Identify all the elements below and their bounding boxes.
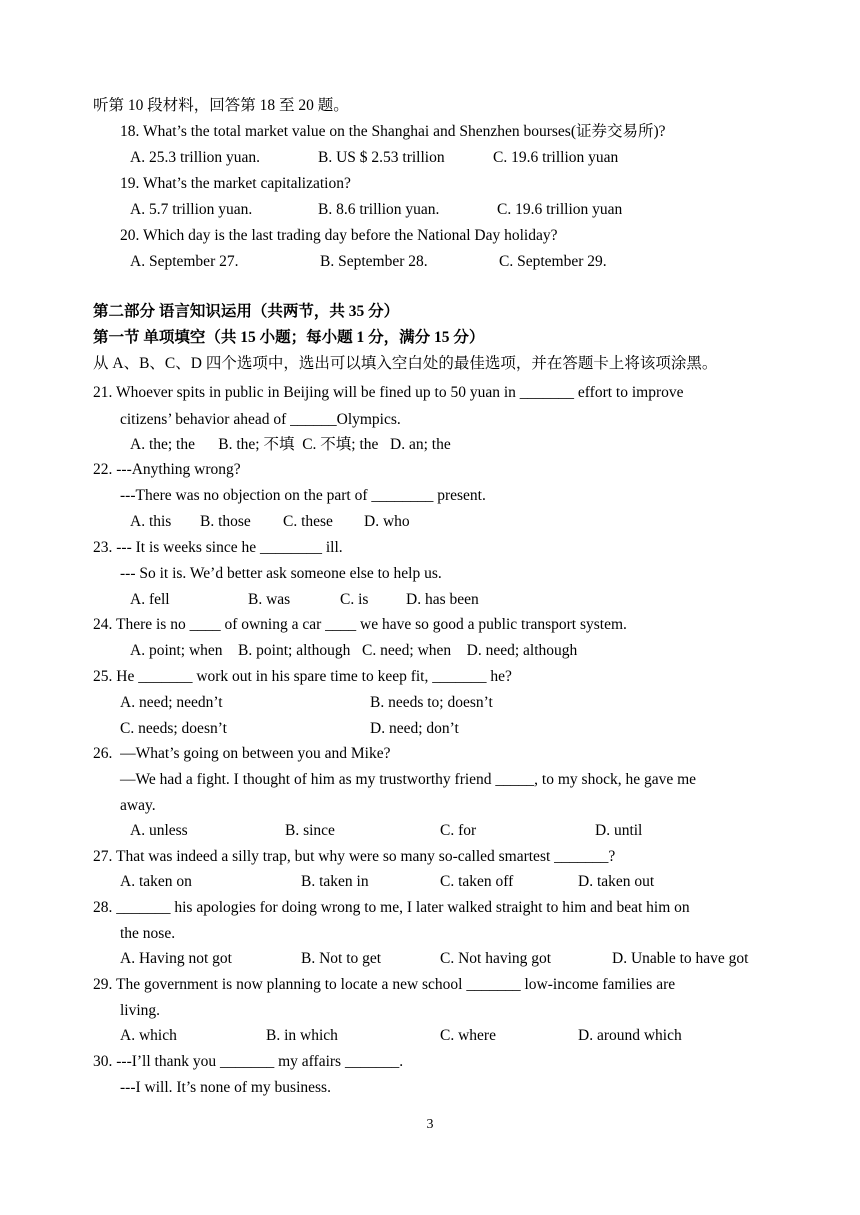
option-28c: C. Not having got xyxy=(440,950,552,967)
listening-intro: 听第 10 段材料，回答第 18 至 20 题。 xyxy=(93,97,349,114)
question-22-cont: ---There was no objection on the part of ________ present. xyxy=(120,487,486,504)
option-27d: D. taken out xyxy=(578,873,655,890)
option-19c: C. 19.6 trillion yuan xyxy=(497,201,623,218)
option-22a: A. this xyxy=(130,513,172,530)
question-19: 19. What’s the market capitalization? xyxy=(120,175,351,192)
option-18a: A. 25.3 trillion yuan. xyxy=(130,149,261,166)
option-29d: D. around which xyxy=(578,1027,682,1044)
option-25b: B. needs to; doesn’t xyxy=(370,694,493,711)
option-18b: B. US $ 2.53 trillion xyxy=(318,149,445,166)
question-21-cont: citizens’ behavior ahead of ______Olympics. xyxy=(120,411,401,428)
option-26c: C. for xyxy=(440,822,477,839)
options-24: A. point; when B. point; although C. need; when D. need; although xyxy=(130,642,578,659)
question-27: 27. That was indeed a silly trap, but why were so many so-called smartest _______? xyxy=(93,848,616,865)
option-22d: D. who xyxy=(364,513,410,530)
option-27c: C. taken off xyxy=(440,873,514,890)
option-27b: B. taken in xyxy=(301,873,369,890)
option-26d: D. until xyxy=(595,822,643,839)
option-29b: B. in which xyxy=(266,1027,338,1044)
option-23d: D. has been xyxy=(406,591,479,608)
option-28a: A. Having not got xyxy=(120,950,232,967)
option-22c: C. these xyxy=(283,513,333,530)
option-25a: A. need; needn’t xyxy=(120,694,223,711)
question-24: 24. There is no ____ of owning a car ____ we have so good a public transport system. xyxy=(93,616,627,633)
option-23b: B. was xyxy=(248,591,291,608)
question-23: 23. --- It is weeks since he ________ ill. xyxy=(93,539,343,556)
option-23a: A. fell xyxy=(130,591,170,608)
question-30-cont: ---I will. It’s none of my business. xyxy=(120,1079,331,1096)
option-29a: A. which xyxy=(120,1027,177,1044)
question-29: 29. The government is now planning to locate a new school _______ low-income families are xyxy=(93,976,676,993)
question-20: 20. Which day is the last trading day before the National Day holiday? xyxy=(120,227,558,244)
section1-title: 第一节 单项填空（共 15 小题；每小题 1 分，满分 15 分） xyxy=(93,329,485,346)
option-18c: C. 19.6 trillion yuan xyxy=(493,149,619,166)
option-25c: C. needs; doesn’t xyxy=(120,720,227,737)
option-20c: C. September 29. xyxy=(499,253,607,270)
option-20b: B. September 28. xyxy=(320,253,428,270)
question-26-cont2: away. xyxy=(120,797,156,814)
question-26: 26. —What’s going on between you and Mike? xyxy=(93,745,391,762)
part2-title: 第二部分 语言知识运用（共两节，共 35 分） xyxy=(93,303,400,320)
question-28-cont: the nose. xyxy=(120,925,176,942)
option-20a: A. September 27. xyxy=(130,253,239,270)
option-19a: A. 5.7 trillion yuan. xyxy=(130,201,253,218)
question-25: 25. He _______ work out in his spare time to keep fit, _______ he? xyxy=(93,668,512,685)
option-22b: B. those xyxy=(200,513,251,530)
question-30: 30. ---I’ll thank you _______ my affairs _______. xyxy=(93,1053,404,1070)
question-26-cont: —We had a fight. I thought of him as my trustworthy friend _____, to my shock, he gave me xyxy=(120,771,697,788)
option-29c: C. where xyxy=(440,1027,496,1044)
question-29-cont: living. xyxy=(120,1002,161,1019)
option-25d: D. need; don’t xyxy=(370,720,459,737)
option-28b: B. Not to get xyxy=(301,950,382,967)
question-22: 22. ---Anything wrong? xyxy=(93,461,241,478)
option-19b: B. 8.6 trillion yuan. xyxy=(318,201,440,218)
option-26a: A. unless xyxy=(130,822,188,839)
question-18: 18. What’s the total market value on the Shanghai and Shenzhen bourses(证券交易所)? xyxy=(120,123,666,140)
page-number: 3 xyxy=(426,1117,434,1132)
question-23-cont: --- So it is. We’d better ask someone else to help us. xyxy=(120,565,442,582)
question-21: 21. Whoever spits in public in Beijing will be fined up to 50 yuan in _______ effort to improve xyxy=(93,384,684,401)
options-21: A. the; the B. the; 不填 C. 不填; the D. an; the xyxy=(130,436,451,453)
option-26b: B. since xyxy=(285,822,335,839)
section1-instruction: 从 A、B、C、D 四个选项中，选出可以填入空白处的最佳选项，并在答题卡上将该项涂黑。 xyxy=(93,355,718,372)
option-28d: D. Unable to have got xyxy=(612,950,749,967)
question-28: 28. _______ his apologies for doing wrong to me, I later walked straight to him and beat him on xyxy=(93,899,690,916)
option-23c: C. is xyxy=(340,591,369,608)
option-27a: A. taken on xyxy=(120,873,192,890)
